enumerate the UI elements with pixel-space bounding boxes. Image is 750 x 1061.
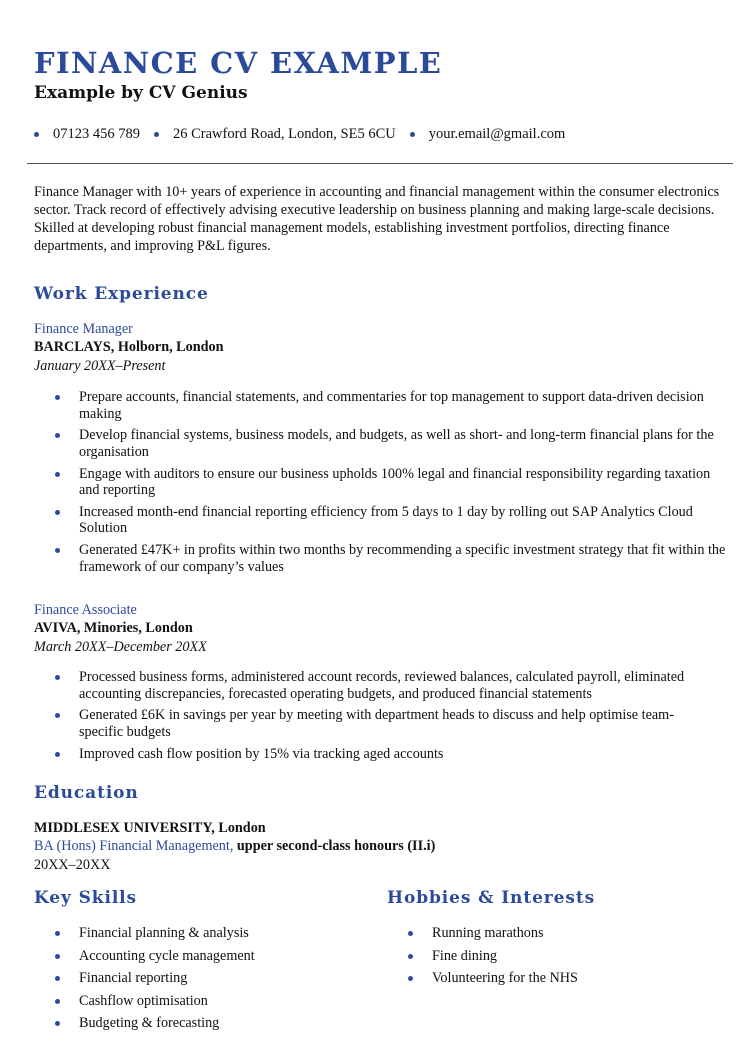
cv-subtitle: Example by CV Genius — [34, 83, 248, 103]
phone-text: 07123 456 789 — [53, 125, 140, 142]
list-item: Running marathons — [387, 925, 727, 942]
job-bullets — [34, 389, 734, 580]
email-text: your.email@gmail.com — [428, 125, 566, 142]
education-honours: upper second-class honours (II.i) — [236, 838, 436, 854]
education-degree: BA (Hons) Financial Management, — [34, 838, 234, 854]
cv-title: FINANCE CV EXAMPLE — [34, 46, 443, 80]
job-company: BARCLAYS, Holborn, London — [34, 339, 224, 355]
list-item: Processed business forms, administered account records, reviewed balances, calculated payroll, eliminated accounting discrepancies, forecasted operating budgets, and produced financial statements — [34, 669, 694, 702]
list-item: Generated £47K+ in profits within two months by recommending a specific investment strategy that fit within the framework of our company’s values — [34, 542, 734, 575]
job-dates: March 20XX–December 20XX — [34, 639, 207, 655]
list-item: Prepare accounts, financial statements, and commentaries for top management to support data-driven decision making — [34, 389, 734, 422]
list-item: Financial reporting — [34, 970, 354, 987]
contact-bar — [34, 124, 579, 144]
hobbies-list — [387, 925, 727, 993]
contact-phone — [34, 126, 140, 143]
bullet-icon — [154, 132, 159, 137]
list-item: Generated £6K in savings per year by meeting with department heads to discuss and help optimise team-specific budgets — [34, 707, 694, 740]
education-years: 20XX–20XX — [34, 857, 111, 873]
education-degree-line — [34, 837, 435, 855]
list-item: Improved cash flow position by 15% via tracking aged accounts — [34, 746, 694, 763]
profile-summary: Finance Manager with 10+ years of experience in accounting and financial management within the consumer electronics sector. Track record of effectively advising executive leadership on business planning and making large-scale decisions. Skilled at developing robust financial management models, establishing investment portfolios, directing finance departments, and improving P&L figures. — [34, 184, 720, 254]
job-bullets — [34, 669, 694, 767]
contact-email — [410, 126, 566, 143]
bullet-icon — [34, 132, 39, 137]
address-text: 26 Crawford Road, London, SE5 6CU — [173, 125, 396, 142]
skills-list — [34, 925, 354, 1038]
education-heading: Education — [34, 783, 139, 803]
list-item: Fine dining — [387, 948, 727, 965]
key-skills-heading: Key Skills — [34, 888, 138, 908]
list-item: Volunteering for the NHS — [387, 970, 727, 987]
job-title: Finance Manager — [34, 321, 133, 337]
job-dates: January 20XX–Present — [34, 358, 166, 374]
list-item: Cashflow optimisation — [34, 993, 354, 1010]
work-experience-heading: Work Experience — [34, 284, 209, 304]
list-item: Increased month-end financial reporting efficiency from 5 days to 1 day by rolling out SAP Analytics Cloud Solution — [34, 504, 734, 537]
job-title: Finance Associate — [34, 602, 137, 618]
list-item: Budgeting & forecasting — [34, 1015, 354, 1032]
education-school: MIDDLESEX UNIVERSITY, London — [34, 820, 266, 836]
contact-address — [154, 126, 396, 143]
job-company: AVIVA, Minories, London — [34, 620, 193, 636]
list-item: Develop financial systems, business models, and budgets, as well as short- and long-term financial plans for the organisation — [34, 427, 734, 460]
list-item: Engage with auditors to ensure our business upholds 100% legal and financial responsibility regarding taxation and reporting — [34, 466, 734, 499]
bullet-icon — [410, 132, 415, 137]
hobbies-heading: Hobbies & Interests — [387, 888, 596, 908]
list-item: Financial planning & analysis — [34, 925, 354, 942]
header-divider — [27, 163, 733, 164]
list-item: Accounting cycle management — [34, 948, 354, 965]
